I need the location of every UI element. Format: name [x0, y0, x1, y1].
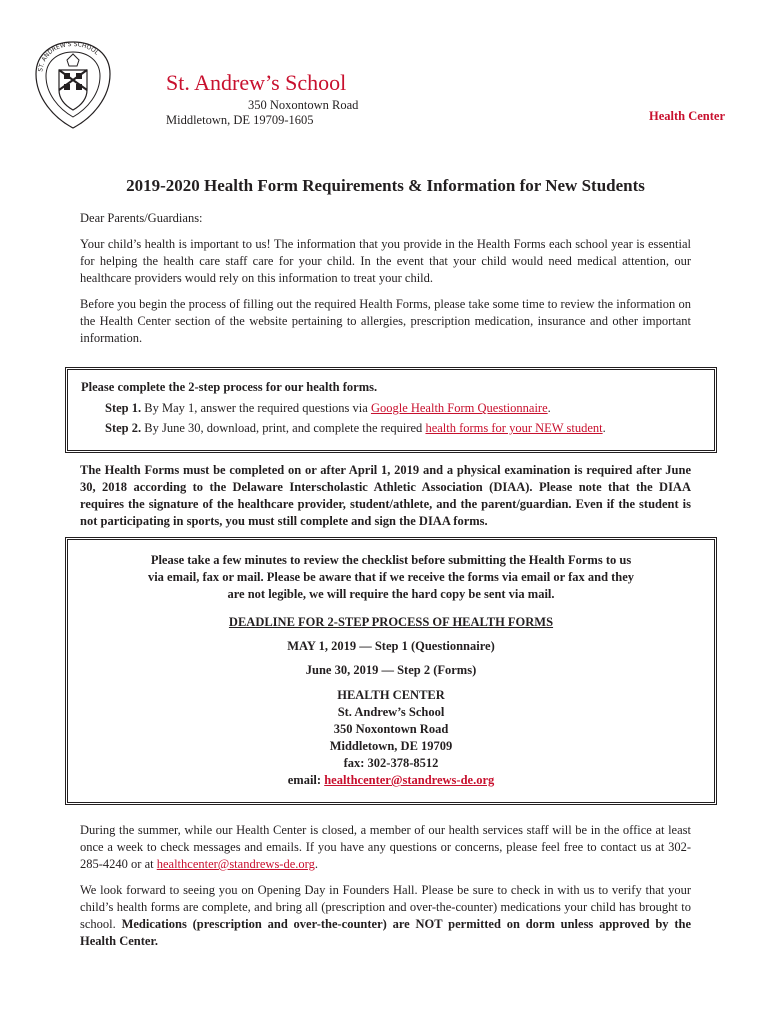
deadline-box: [65, 537, 717, 805]
contact-block: [88, 687, 694, 789]
diaa-paragraph: The Health Forms must be completed on or after April 1, 2019 and a physical examination is required after June 30, 2018 according to the Delaware Interscholastic Athletic Association (DIAA). Please note that the DIAA requires the signature of the healthcare provider, student/athlete, and the parent/guardian. Even if the student is not participating in sports, you must still complete and sign the DIAA forms.: [80, 463, 691, 528]
summer-paragraph: [80, 822, 691, 873]
review-paragraph: Before you begin the process of filling out the required Health Forms, please take some time to review the information on the Health Center section of the website pertaining to allergies, prescription medication, insurance and other important information.: [80, 297, 691, 345]
steps-heading: Please complete the 2-step process for our health forms.: [81, 380, 378, 394]
summer-end: .: [314, 857, 318, 871]
step-1: [81, 401, 701, 416]
medication-notice: Medications (prescription and over-the-counter) are NOT permitted on dorm unless approved by the Health Center.: [80, 917, 691, 948]
intro-paragraph: Your child’s health is important to us! The information that you provide in the Health Forms each school year is essential for helping the health care staff care for your child. In the event that your child would need medical attention, our healthcare providers would rely on this information to treat your child.: [80, 237, 691, 285]
step-2: [81, 421, 701, 436]
contact-email-line: [88, 772, 694, 789]
step-1-text: By May 1, answer the required questions via: [141, 401, 371, 415]
step-2-text: By June 30, download, print, and complete the required: [141, 421, 426, 435]
deadline-step2: June 30, 2019 — Step 2 (Forms): [305, 663, 477, 677]
deadline-step1: MAY 1, 2019 — Step 1 (Questionnaire): [287, 639, 495, 653]
contact-email-label: email:: [287, 773, 325, 787]
checklist-intro: Please take a few minutes to review the checklist before submitting the Health Forms to us via email, fax or mail. Please be aware that if we receive the forms via email or fax and they are not legible, we will require the hard copy be sent via mail.: [147, 553, 635, 601]
contact-title: HEALTH CENTER: [337, 688, 445, 702]
letterhead: [0, 0, 770, 140]
contact-fax: fax: 302-378-8512: [343, 756, 439, 770]
summer-text: During the summer, while our Health Center is closed, a member of our health services staff will be in the office at least once a week to check messages and emails. If you have any questions or concerns, please feel free to contact us at 302-285-4240 or at: [80, 823, 691, 871]
step-2-label: Step 2.: [105, 421, 142, 435]
closing-text: We look forward to seeing you on Opening Day in Founders Hall. Please be sure to check in with us to verify that your child’s health forms are complete, and bring all (prescription and over-the-counter) medications your child has brought to school.: [80, 883, 691, 931]
contact-address: 350 Noxontown Road: [333, 722, 449, 736]
deadline-heading: DEADLINE FOR 2-STEP PROCESS OF HEALTH FORMS: [228, 615, 554, 629]
address-line1: 350 Noxontown Road: [248, 98, 359, 112]
contact-school: St. Andrew’s School: [337, 705, 445, 719]
steps-box: [65, 367, 717, 453]
contact-city: Middletown, DE 19709: [329, 739, 453, 753]
intro-section: [80, 176, 691, 356]
school-name: St. Andrew’s School: [166, 70, 347, 95]
step-2-end: .: [602, 421, 606, 435]
salutation: Dear Parents/Guardians:: [80, 211, 203, 225]
summer-email-link[interactable]: healthcenter@standrews-de.org: [156, 857, 315, 871]
department-label: Health Center: [648, 109, 725, 123]
closing-section: [80, 822, 691, 959]
step-1-label: Step 1.: [105, 401, 142, 415]
page-title: 2019-2020 Health Form Requirements & Information for New Students: [126, 176, 645, 195]
contact-email-link[interactable]: healthcenter@standrews-de.org: [324, 773, 495, 787]
health-forms-link[interactable]: health forms for your NEW student: [425, 421, 603, 435]
address-line2: Middletown, DE 19709-1605: [166, 113, 314, 127]
svg-text:ST. ANDREW'S SCHOOL: ST. ANDREW'S SCHOOL: [37, 40, 100, 73]
school-seal-icon: [34, 40, 112, 130]
step-1-end: .: [547, 401, 551, 415]
closing-paragraph: [80, 882, 691, 950]
questionnaire-link[interactable]: Google Health Form Questionnaire: [370, 401, 548, 415]
